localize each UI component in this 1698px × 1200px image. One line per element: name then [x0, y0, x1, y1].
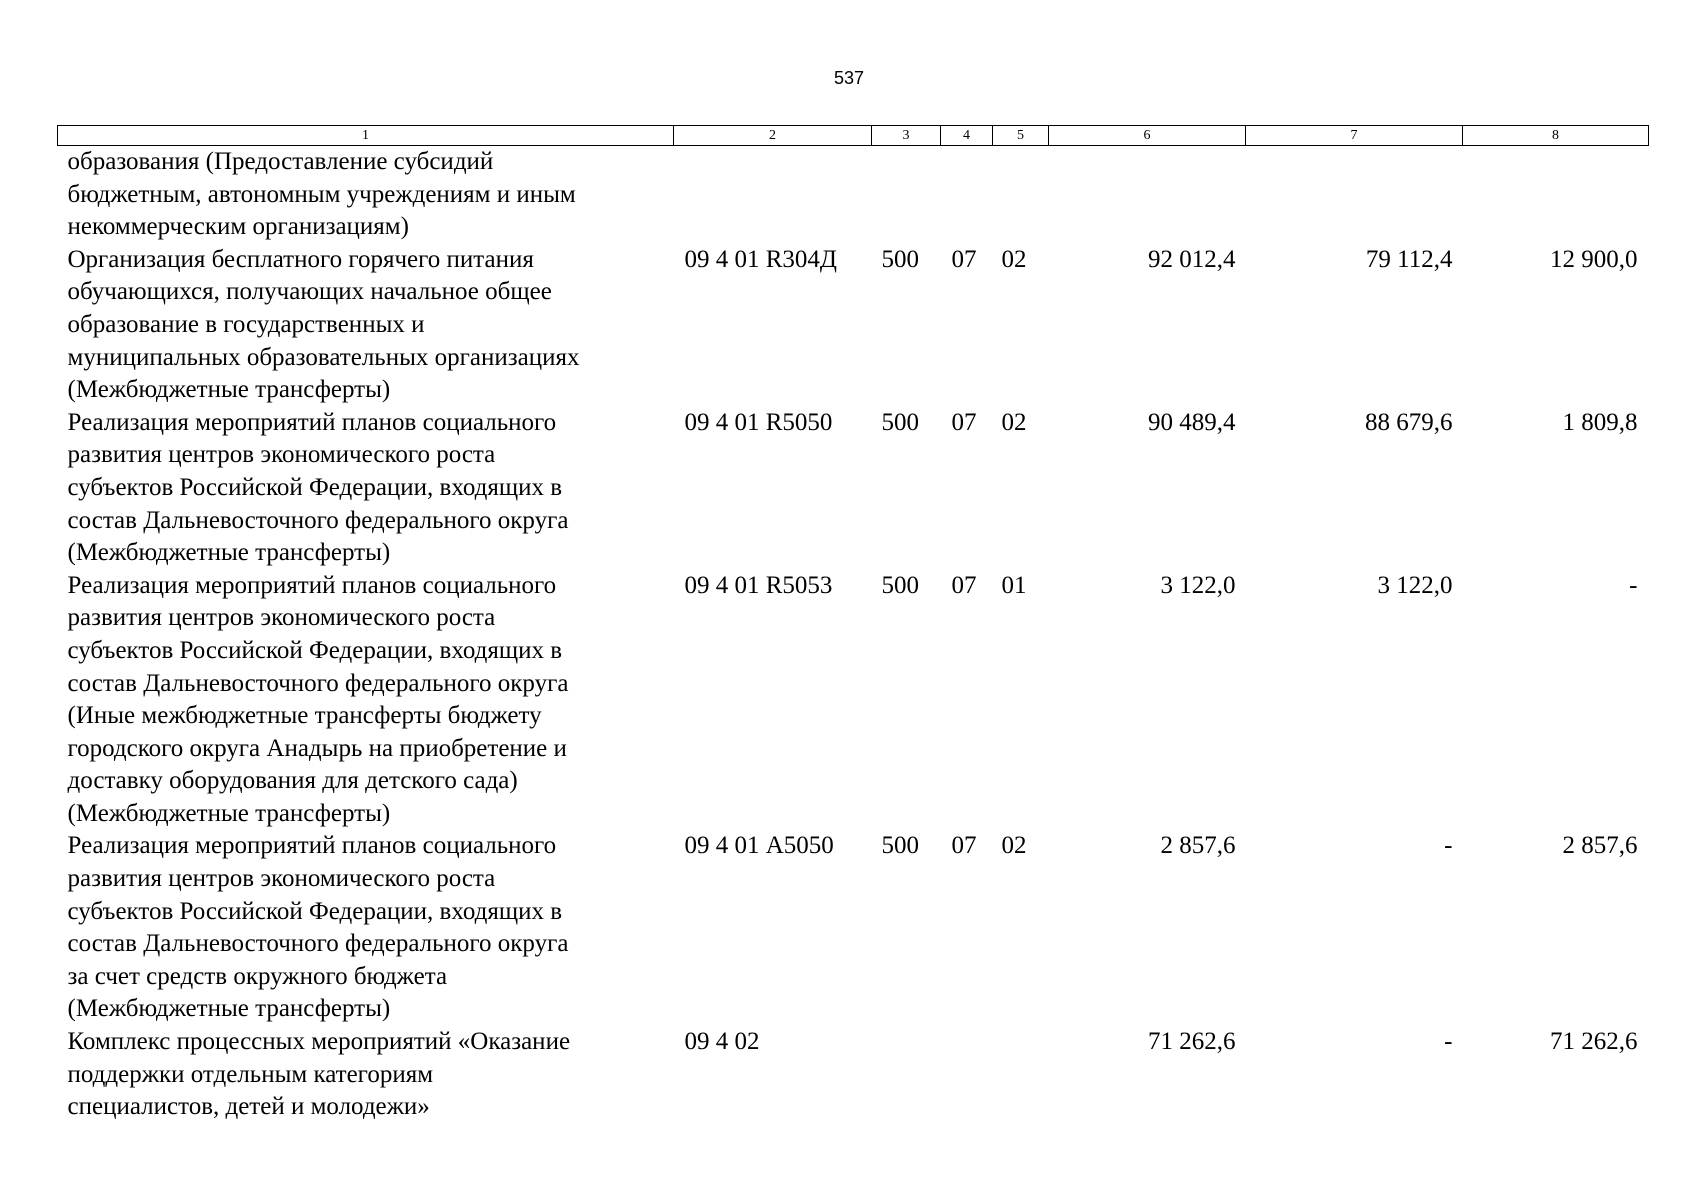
amount-column-8: 12 900,0 — [1550, 245, 1638, 273]
target-article-code: 09 4 01 R304Д — [684, 245, 837, 273]
row-description — [58, 830, 674, 1026]
description-line: Реализация мероприятий планов социального — [67, 832, 557, 860]
table-row — [58, 407, 1649, 570]
subsection-code: 02 — [1001, 408, 1027, 436]
target-article-code: 09 4 01 А5050 — [684, 832, 834, 860]
amount-column-8 — [1463, 146, 1649, 244]
description-line: за счет средств окружного бюджета — [67, 962, 448, 990]
amount-column-7: - — [1444, 832, 1453, 860]
budget-table — [57, 125, 1649, 1124]
description-line: развития центров экономического роста — [67, 441, 496, 469]
description-line: Комплекс процессных мероприятий «Оказание — [67, 1028, 571, 1056]
table-row — [58, 244, 1649, 407]
subsection-code: 02 — [1001, 245, 1027, 273]
table-header — [58, 126, 1649, 146]
description-line: городского округа Анадырь на приобретение и — [67, 734, 567, 762]
column-header-3: 3 — [872, 126, 941, 146]
section-code: 07 — [951, 408, 977, 436]
amount-total: 3 122,0 — [1160, 571, 1236, 599]
description-line: образования (Предоставление субсидий — [67, 148, 494, 175]
target-article-code — [674, 146, 872, 244]
amount-column-8: 1 809,8 — [1562, 408, 1638, 436]
table-row — [58, 830, 1649, 1026]
amount-total: 2 857,6 — [1160, 832, 1236, 860]
amount-column-7 — [1246, 146, 1463, 244]
row-description — [58, 1026, 674, 1124]
column-header-6: 6 — [1049, 126, 1246, 146]
description-line: состав Дальневосточного федерального округа — [67, 506, 569, 534]
description-line: образование в государственных и — [67, 310, 425, 338]
amount-column-7: 88 679,6 — [1365, 408, 1453, 436]
table-row — [58, 1026, 1649, 1124]
amount-total — [1049, 146, 1246, 244]
description-line: специалистов, детей и молодежи» — [67, 1093, 430, 1121]
column-header-5: 5 — [993, 126, 1049, 146]
section-code: 07 — [951, 245, 977, 273]
description-line: Реализация мероприятий планов социального — [67, 571, 557, 599]
subsection-code — [993, 1026, 1049, 1124]
amount-column-8: - — [1629, 571, 1638, 599]
target-article-code: 09 4 02 — [684, 1028, 760, 1056]
subsection-code — [993, 146, 1049, 244]
description-line: состав Дальневосточного федерального округа — [67, 669, 569, 697]
description-line: субъектов Российской Федерации, входящих в — [67, 473, 563, 501]
column-header-8: 8 — [1463, 126, 1649, 146]
amount-total: 71 262,6 — [1148, 1028, 1236, 1056]
expense-type-code — [872, 146, 941, 244]
description-line: (Межбюджетные трансферты) — [67, 376, 391, 404]
description-line: развития центров экономического роста — [67, 604, 496, 632]
subsection-code: 01 — [1001, 571, 1027, 599]
description-line: субъектов Российской Федерации, входящих в — [67, 636, 563, 664]
description-line: развития центров экономического роста — [67, 865, 496, 893]
description-line: состав Дальневосточного федерального округа — [67, 930, 569, 958]
target-article-code: 09 4 01 R5053 — [684, 571, 833, 599]
amount-column-7: 3 122,0 — [1377, 571, 1453, 599]
column-header-2: 2 — [674, 126, 872, 146]
description-line: некоммерческим организациям) — [67, 213, 409, 241]
description-line: (Иные межбюджетные трансферты бюджету — [67, 702, 542, 730]
amount-total: 92 012,4 — [1148, 245, 1236, 273]
table-row — [58, 146, 1649, 244]
amount-total: 90 489,4 — [1148, 408, 1236, 436]
page-number: 537 — [833, 68, 865, 88]
expense-type-code: 500 — [881, 408, 919, 436]
description-line: бюджетным, автономным учреждениям и иным — [67, 180, 576, 208]
section-code — [941, 1026, 993, 1124]
expense-type-code: 500 — [881, 571, 919, 599]
description-line: (Межбюджетные трансферты) — [67, 539, 391, 567]
amount-column-7: 79 112,4 — [1365, 245, 1453, 273]
column-header-1: 1 — [58, 126, 674, 146]
row-description — [58, 146, 674, 244]
expense-type-code: 500 — [881, 832, 919, 860]
column-header-4: 4 — [941, 126, 993, 146]
subsection-code: 02 — [1001, 832, 1027, 860]
amount-column-8: 2 857,6 — [1562, 832, 1638, 860]
section-code: 07 — [951, 571, 977, 599]
description-line: (Межбюджетные трансферты) — [67, 995, 391, 1023]
row-description — [58, 244, 674, 407]
target-article-code: 09 4 01 R5050 — [684, 408, 833, 436]
description-line: Организация бесплатного горячего питания — [67, 245, 534, 273]
expense-type-code — [872, 1026, 941, 1124]
expense-type-code: 500 — [881, 245, 919, 273]
table-row — [58, 570, 1649, 831]
amount-column-7: - — [1444, 1028, 1453, 1056]
row-description — [58, 407, 674, 570]
description-line: обучающихся, получающих начальное общее — [67, 278, 552, 306]
section-code: 07 — [951, 832, 977, 860]
description-line: (Межбюджетные трансферты) — [67, 799, 391, 827]
table-body — [58, 146, 1649, 1124]
row-description — [58, 570, 674, 831]
description-line: Реализация мероприятий планов социального — [67, 408, 557, 436]
amount-column-8: 71 262,6 — [1550, 1028, 1638, 1056]
description-line: доставку оборудования для детского сада) — [67, 767, 518, 795]
column-header-7: 7 — [1246, 126, 1463, 146]
section-code — [941, 146, 993, 244]
description-line: поддержки отдельным категориям — [67, 1060, 434, 1088]
description-line: муниципальных образовательных организациях — [67, 343, 580, 371]
description-line: субъектов Российской Федерации, входящих в — [67, 897, 563, 925]
